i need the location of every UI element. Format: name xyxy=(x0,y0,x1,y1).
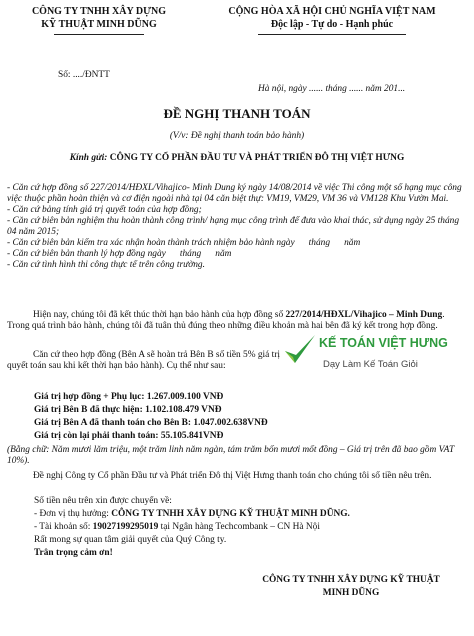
transfer-intro: Số tiền nêu trên xin được chuyển về: xyxy=(34,496,172,506)
header-right-divider xyxy=(258,34,406,35)
amount-in-words: (Bằng chữ: Năm mươi lăm triệu, một trăm linh năm ngàn, tám trăm bốn mươi mốt đồng – Giá trị trên đã bao gồm VAT 10%). xyxy=(7,445,455,466)
recipient-line xyxy=(0,153,474,163)
account-label: - Tài khoản số: xyxy=(34,522,93,532)
date-line: Hà nội, ngày ...... tháng ...... năm 201... xyxy=(258,84,406,94)
beneficiary-line xyxy=(34,509,350,519)
contract-number: 227/2014/HĐXL/Vihajico – Minh Dung xyxy=(285,310,443,320)
regards-line: Trân trọng cảm ơn! xyxy=(34,548,113,558)
basis-item: - Căn cứ tình hình thi công thực tế trên công trường. xyxy=(7,260,205,270)
amount-paid: Giá trị Bên A đã thanh toán cho Bên B: 1.047.002.638VNĐ xyxy=(34,418,268,428)
motto: Độc lập - Tự do - Hạnh phúc xyxy=(270,19,394,30)
document-number: Số: ..../ĐNTT xyxy=(58,70,110,80)
document-title: ĐỀ NGHỊ THANH TOÁN xyxy=(163,106,311,121)
basis-item: - Căn cứ biên bản kiểm tra xác nhận hoàn thành trách nhiệm bảo hành ngày tháng năm xyxy=(7,238,361,248)
account-bank: tại Ngân hàng Techcombank – CN Hà Nội xyxy=(158,522,320,532)
bases-list xyxy=(7,183,467,271)
account-line xyxy=(34,522,320,532)
watermark-logo xyxy=(283,333,473,385)
document-subject: (V/v: Đề nghị thanh toán bảo hành) xyxy=(169,131,305,141)
body-paragraph-1 xyxy=(7,310,467,332)
watermark-subtitle: Dạy Làm Kế Toán Giỏi xyxy=(323,359,418,370)
recipient-label: Kính gửi: xyxy=(69,153,110,163)
body-paragraph-3: Đề nghị Công ty Cổ phần Đầu tư và Phát triển Đô thị Việt Hưng thanh toán cho chúng tôi số tiền nêu trên. xyxy=(33,471,432,481)
p1-text-b: . Trong quá trình bảo hành, chúng tôi đã tuân thủ đúng theo những điều khoản mà hai bên đã ký kết trong hợp đồng. xyxy=(7,310,445,331)
beneficiary-name: CÔNG TY TNHH XÂY DỰNG KỸ THUẬT MINH DŨNG. xyxy=(111,509,350,519)
recipient-name: CÔNG TY CỔ PHẦN ĐẦU TƯ VÀ PHÁT TRIỂN ĐÔ THỊ VIỆT HƯNG xyxy=(109,153,405,163)
basis-item: - Căn cứ hợp đồng số 227/2014/HĐXL/Vihajico- Minh Dung ký ngày 14/08/2014 về việc Thi công một số hạng mục công việc thuộc phần hoàn thiện và cơ điện ngoài nhà tại 04 căn biệt thự: VM19, VM29, VM 36 và VM128 Khu Vườn Mai. xyxy=(7,183,462,204)
nation-heading: CỘNG HÒA XÃ HỘI CHỦ NGHĨA VIỆT NAM xyxy=(228,6,436,17)
basis-item: - Căn cứ bảng tính giá trị quyết toán của hợp đồng; xyxy=(7,205,202,215)
header-left-divider xyxy=(54,34,144,35)
amount-contract: Giá trị hợp đồng + Phụ lục: 1.267.009.100 VNĐ xyxy=(34,392,224,402)
watermark-title: KẾ TOÁN VIỆT HƯNG xyxy=(319,336,448,350)
company-name-line2: KỸ THUẬT MINH DŨNG xyxy=(41,19,157,30)
beneficiary-label: - Đơn vị thụ hưởng: xyxy=(34,509,112,519)
body-paragraph-2: Căn cứ theo hợp đồng (Bên A sẽ hoàn trả Bên B số tiền 5% giá trị quyết toán sau khi kết thời hạn bảo hành). Cụ thể như sau: xyxy=(7,350,280,371)
basis-item: - Căn cứ biên bản thanh lý hợp đồng ngày tháng năm xyxy=(7,249,232,259)
checkmark-logo-icon xyxy=(283,333,317,367)
amount-performed: Giá trị Bên B đã thực hiện: 1.102.108.479 VNĐ xyxy=(34,405,222,415)
account-number: 19027199295019 xyxy=(92,522,159,532)
thanks-line: Rất mong sự quan tâm giải quyết của Quý Công ty. xyxy=(34,535,227,545)
signature-line2: MINH DŨNG xyxy=(322,588,380,598)
basis-item: - Căn cứ biên bản nghiệm thu hoàn thành công trình/ hạng mục công trình để đưa vào khai thác, sử dụng ngày 25 tháng 04 năm 2015; xyxy=(7,216,460,237)
amount-remaining: Giá trị còn lại phải thanh toán: 55.105.841VNĐ xyxy=(34,431,224,441)
signature-line1: CÔNG TY TNHH XÂY DỰNG KỸ THUẬT xyxy=(262,575,440,585)
company-name-line1: CÔNG TY TNHH XÂY DỰNG xyxy=(31,6,167,17)
p1-text-a: Hiện nay, chúng tôi đã kết thúc thời hạn bảo hành của hợp đồng số xyxy=(33,310,286,320)
